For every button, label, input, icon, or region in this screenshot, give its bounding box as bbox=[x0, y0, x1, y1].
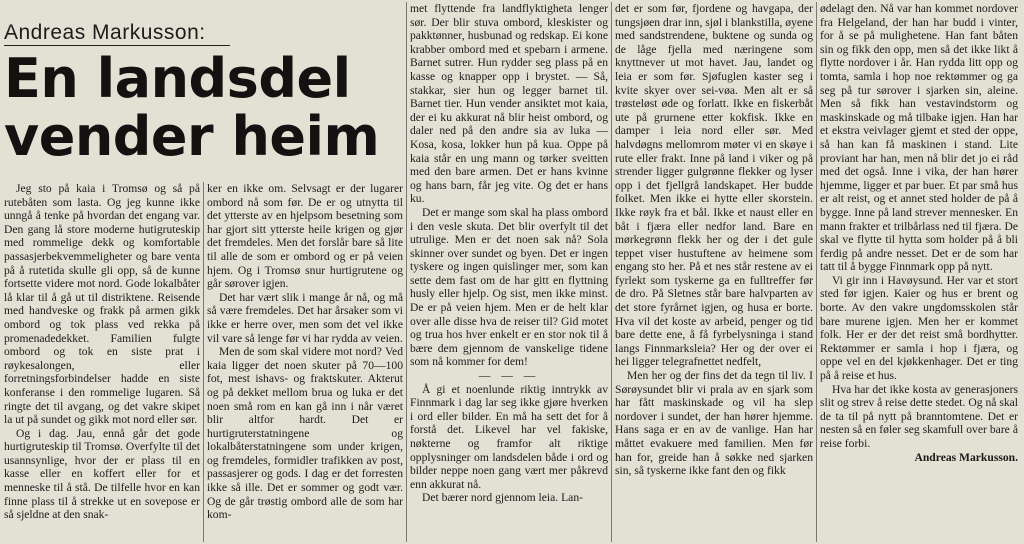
article-byline: Andreas Markusson: bbox=[4, 22, 230, 46]
article-column-4 bbox=[615, 2, 813, 544]
paragraph: Det har vært slik i mange år nå, og må så være fremdeles. Det har årsaker som vi ikke er herre over, men som det vel ikke vil vare så lenge før vi har rydda av veien. bbox=[207, 290, 403, 345]
paragraph: ker en ikke om. Selvsagt er der lugarer ombord nå som før. De er og utnytta til det ytterste av en hjelpsom besetning som har gjort sitt ytterste heile krigen og gjør det fremdeles. Men det forslår bare så lite til alle de som er ombord og er på veien hjem. Og i Tromsø snur hurtigrutene og går sørover igjen. bbox=[207, 182, 403, 291]
paragraph: Vi gir inn i Havøysund. Her var et stort sted før igjen. Kaier og hus er brent og borte. Av den vakre ungdomsskolen står bare murene igjen. Men her er kommet folk. Her er der det reist små bordhytter. Rektømmer er samla i hop i fjæra, og oppe vel en del kjøkkenhager. Det er ting på å reise et hus. bbox=[820, 273, 1018, 383]
article-column-1 bbox=[4, 182, 200, 544]
paragraph: Og i dag. Jau, ennå går det gode hurtigruteskip til Tromsø. Overfylte til det usannsynlige, hvor der er plass til en kasse eller en koffert eller for et menneske til å stå. De tilfelle hvor en kan finne plass til å strekke ut en sovepose er så sjeldne at den snak- bbox=[4, 426, 200, 522]
article-column-2 bbox=[207, 182, 403, 544]
paragraph: met flyttende fra landflyktigheta lenger sør. Der blir stuva ombord, kleskister og pakktønner, husbunad og redskap. Ei kone krabber ombord med et spebarn i armene. Barnet sutrer. Hun rydder seg plass på en kasse og knapper opp i brystet. — Så, stakkar, sier hun og legger barnet til. Barnet tier. Hun vender ansiktet mot kaia, der ei ku akkurat nå blir heist ombord, og daler ned på den andre sia av luka — Kosa, kosa, lokker hun på kua. Oppe på kaia står en ung mann og tørker sveitten med den bare armen. Det er hans kvinne og hans barn, får jeg vite. Og det er hans ku. bbox=[410, 2, 608, 206]
column-rule bbox=[406, 2, 407, 542]
headline-line-2: vender heim bbox=[4, 105, 380, 168]
article-column-3 bbox=[410, 2, 608, 544]
paragraph: ødelagt den. Nå var han kommet nordover fra Helgeland, der han har budd i vinter, for å se på mulighetene. Han fant båten sin og fikk den opp, men så det ikke likt å flytte nordover i år. Han rydda litt opp og tomta, samla i hop noe rektømmer og ga seg på tur sørover i sjarken sin, aleine. Men så fikk han vestavindstorm og maskinskade og må tilbake igjen. Han har et ekstra veivlager gjemt et sted der oppe, så han kan få maskinen i stand. Lite proviant har han, men nå blir det jo ei råd med det også. Inne i vika, der han hører hjemme, ligger et par buer. Et par små hus er alt reist, og et annet sted holder de på å bygge. Inne på land strever mennesker. En mann frakter et trilbårlass ned til fjæra. De skal ve flytte til hytta som holder på å bli ferdig på andre nesset. Det er de som har tatt til å bygge Finnmark opp på nytt. bbox=[820, 2, 1018, 274]
column-rule bbox=[611, 2, 612, 542]
article-signature: Andreas Markusson. bbox=[914, 450, 1018, 464]
paragraph: Å gi et noenlunde riktig inntrykk av Finnmark i dag lar seg ikke gjøre hverken i ord eller bilder. En må ha sett det for å forstå det. Likevel har vel fakiske, nøkterne og framfor alt riktige opplysninger om landsdelen både i ord og bilder neppe noen gang vært mer påkrevd enn akkurat nå. bbox=[410, 382, 608, 491]
article-column-5 bbox=[820, 2, 1018, 544]
article-headline bbox=[4, 47, 404, 168]
paragraph: Det bærer nord gjennom leia. Lan- bbox=[422, 491, 583, 505]
paragraph: Men her og der fins det da tegn til liv. I Sørøysundet blir vi prala av en sjark som har fått maskinskade og vil ha slep nordover i sundet, der han hører hjemme. Hans saga er en av de vanlige. Han har måttet evakuere med familien. Men før han for, greide han å søkke ned sjarken sin, så tyskerne ikke fant den og fikk bbox=[615, 369, 813, 478]
section-separator: — — — bbox=[478, 369, 540, 383]
paragraph: Jeg sto på kaia i Tromsø og så på rutebåten som lasta. Og jeg kunne ikke unngå å tenke på hvordan det engang var. Den gang lå store moderne hutigruteskip med rommelige dekk og komfortable passasjerbekvemmeligheter og bare venta på å rutetida skulle gli opp, så de kunne fortsette videre mot nord. Gode lokalbåter lå klar til å gå ut til distriktene. Reisende med handveske og frakk på armen gikk ombord og tok plass ved rekka på promenadedekket. Familien fulgte ombord og tok en siste prat i røykesalongen, eller forretningsforbindelser hadde en siste konferanse i den rommelige lugaren. Så ringte det til avgang, og det vakre skipet la ut på sundet og gikk mot nord eller sør. bbox=[4, 182, 200, 427]
paragraph: det er som før, fjordene og havgapa, der tungsjøen drar inn, sjøl i blankstilla, øyene med sandstrendene, buktene og sunda og de låge fjella med næringene som knyttnever ut mot havet. Jau, landet og leia er som før. Sjøfuglen kaster seg i kvite skyer over sei-vøa. Men alt er så trøsteløst øde og forlatt. Ikke en fiskerbåt ute på grurnene etter kokfisk. Ikke en damper i leia nord eller sør. Med halvdøgns mellomrom møter vi en skøye i rute eller frakt. Inne på land i viker og på strender ligger gulgrønne flekker og lyser opp i det fjellgrå landskapet. Her budde folket. Men ikke ei hytte eller skorstein. Ikke røyk fra et bål. Ikke et naust eller en båt i fjæra eller nedfor land. Bare en mørkegrønn flekk her og der i det gule teppet viser hustuftene av heimene som engang sto her. På et nes står restene av ei fyrlekt som tyskerne ga en fulltreffer før de dro. På Sletnes står bare halvparten av det store fyrårnet igjen, og husa er borte. Hva vil det koste av arbeid, penger og tid bare dette ene, å få fyrbelysninga i stand langs Finnmarksleia? Her og der over ei hei ligger telegrafnettet nedfelt, bbox=[615, 2, 813, 369]
paragraph: Men de som skal videre mot nord? Ved kaia ligger det noen skuter på 70—100 fot, mest ishavs- og fraktskuter. Akterut og på dekket mellom brua og luka er det noen små rom en kan gå inn i når været blir altfor hardt. Det er hurtigruterstatningene og lokalbåterstatningene som under krigen, og fremdeles, formidler trafikken av post, passasjerer og gods. I dag er det forresten ikke så ille. Det er sommer og godt vær. Og de går trøstig ombord alle de som har kom- bbox=[207, 345, 403, 522]
column-rule bbox=[816, 2, 817, 542]
headline-line-1: En landsdel bbox=[4, 47, 351, 110]
paragraph: Det er mange som skal ha plass ombord i den vesle skuta. Det blir overfylt til det utrulige. Men er det noen sak nå? Sola skinner over sundet og byen. Det er ingen tyskere og ingen quislinger mer, som kan sette dem fast om de har gitt en flyttning husly eller hjelp. Og sist, men ikke minst. De er på veien hjem. Men er de helt klar over alle disse hva de reiser til? Gid motet og trua hos hver enkelt er en stor nok til å bære dem gjennom de vanskelige tidene som nå kommer for dem! bbox=[410, 205, 608, 369]
paragraph: Hva har det ikke kosta av generasjoners slit og strev å reise dette stedet. Og nå skal de ta til på nytt på branntomtene. Det er nesten så en føler seg skamfull over bare å reise forbi. bbox=[820, 382, 1018, 450]
column-rule bbox=[203, 182, 204, 542]
